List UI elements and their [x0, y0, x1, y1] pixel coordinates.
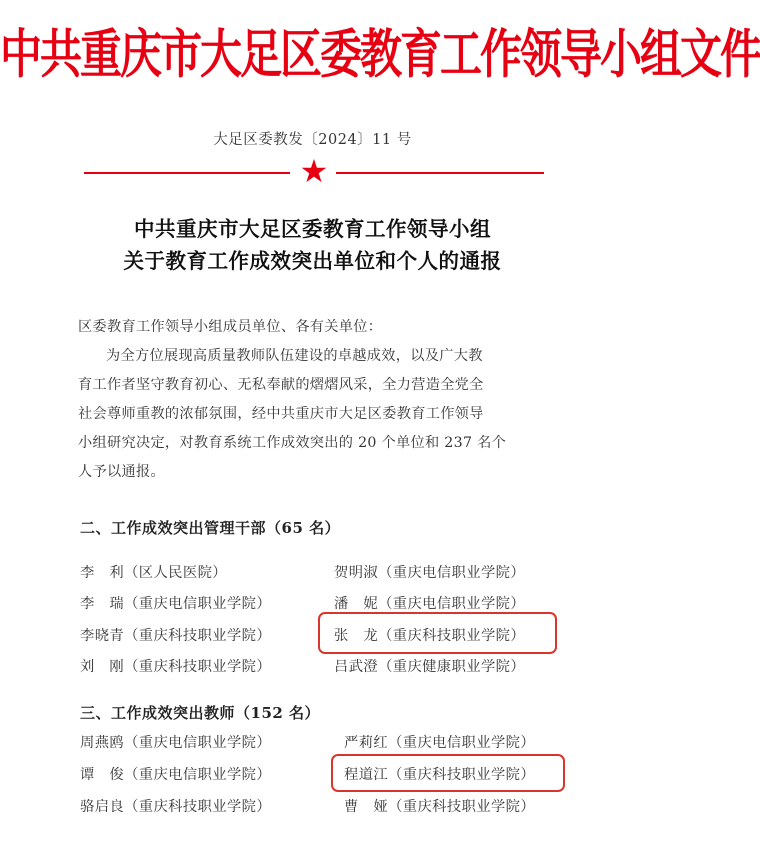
red-divider-right — [336, 172, 544, 174]
body-line: 小组研究决定，对教育系统工作成效突出的 20 个单位和 237 名个 — [78, 435, 507, 451]
list-item: 李 利（区人民医院） — [80, 565, 227, 581]
section-heading-teachers: 三、工作成效突出教师（152 名） — [80, 704, 321, 722]
star-icon: ★ — [299, 152, 329, 190]
list-item: 李 瑞（重庆电信职业学院） — [80, 596, 272, 612]
list-item: 周燕鸥（重庆电信职业学院） — [80, 735, 272, 751]
list-item: 李晓青（重庆科技职业学院） — [80, 628, 272, 644]
body-line: 社会尊师重教的浓郁氛围，经中共重庆市大足区委教育工作领导 — [78, 406, 484, 422]
document-title-line1: 中共重庆市大足区委教育工作领导小组 — [134, 217, 491, 241]
list-item-highlighted: 程道江（重庆科技职业学院） — [344, 767, 536, 783]
list-item: 吕武澄（重庆健康职业学院） — [334, 659, 526, 675]
body-line: 为全方位展现高质量教师队伍建设的卓越成效，以及广大教 — [106, 348, 483, 364]
highlight-box — [318, 612, 557, 654]
list-item-highlighted: 张 龙（重庆科技职业学院） — [334, 628, 526, 644]
list-item: 刘 刚（重庆科技职业学院） — [80, 659, 272, 675]
body-line: 人予以通报。 — [78, 464, 165, 480]
document-title-line2: 关于教育工作成效突出单位和个人的通报 — [123, 249, 502, 273]
salutation: 区委教育工作领导小组成员单位、各有关单位： — [78, 319, 383, 335]
list-item: 曹 娅（重庆科技职业学院） — [344, 799, 536, 815]
document-number: 大足区委教发〔2024〕11 号 — [213, 132, 412, 148]
list-item: 骆启良（重庆科技职业学院） — [80, 799, 272, 815]
highlight-box — [331, 754, 565, 792]
body-line: 育工作者坚守教育初心、无私奉献的熠熠风采，全力营造全党全 — [78, 377, 484, 393]
list-item: 潘 妮（重庆电信职业学院） — [334, 596, 526, 612]
list-item: 谭 俊（重庆电信职业学院） — [80, 767, 272, 783]
section-heading-managers: 二、工作成效突出管理干部（65 名） — [80, 519, 341, 537]
document-masthead: 中共重庆市大足区委教育工作领导小组文件 — [0, 23, 760, 85]
red-divider-left — [84, 172, 290, 174]
list-item: 严莉红（重庆电信职业学院） — [344, 735, 536, 751]
list-item: 贺明淑（重庆电信职业学院） — [334, 565, 526, 581]
